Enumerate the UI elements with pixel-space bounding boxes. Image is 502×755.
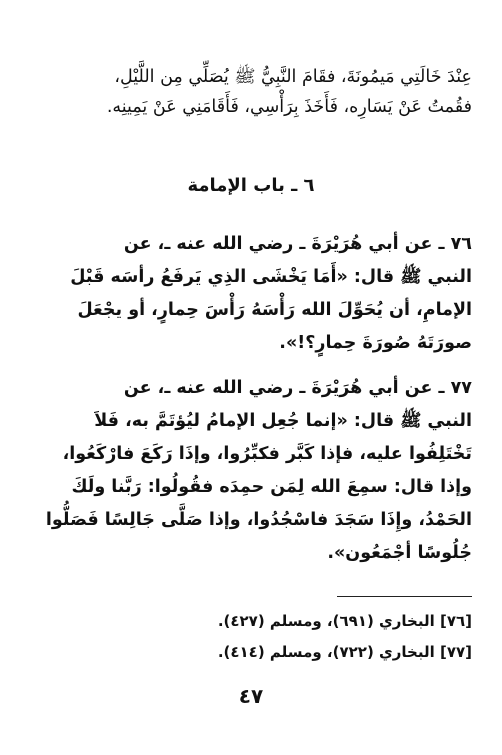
text-line: صورَتَهُ صُورَةَ حِمارٍ؟!». bbox=[279, 333, 472, 353]
text-line: ٧٧ ـ عن أبي هُرَيْرَةَ ـ رضي الله عنه ـ، عن bbox=[123, 378, 472, 398]
text-line: وإذا قال: سمِعَ الله لِمَن حمِدَه فقُولُوا: رَبَّنا ولَكَ bbox=[71, 477, 472, 497]
hadith-77 bbox=[30, 372, 472, 570]
text-line: الإمامِ، أن يُحَوِّلَ الله رَأْسَهُ رَأْسَ حِمارٍ، أو يجْعَلَ bbox=[77, 300, 472, 320]
text-line: ٧٦ ـ عن أبي هُرَيْرَةَ ـ رضي الله عنه ـ، عن bbox=[123, 234, 472, 254]
footnote-divider bbox=[337, 596, 472, 597]
footnote-76: [٧٦] البخاري (٦٩١)، ومسلم (٤٢٧). bbox=[217, 612, 472, 630]
page-number: ٤٧ bbox=[238, 684, 264, 708]
text-line: الحَمْدُ، وإِذَا سَجَدَ فاسْجُدُوا، وإذا صَلَّى جَالِسًا فَصَلُّوا bbox=[45, 510, 472, 530]
paragraph-continuation bbox=[30, 62, 472, 122]
text-line: فقُمتُ عَنْ يَسَارِه، فَأَخَذَ بِرَأْسِي، فَأَقَامَنِي عَنْ يَمِينِه. bbox=[106, 97, 472, 117]
footnote-77: [٧٧] البخاري (٧٢٢)، ومسلم (٤١٤). bbox=[217, 643, 472, 661]
text-line: النبي ﷺ قال: «أَمَا يَخْشَى الذِي يَرفَعُ رأسَه قَبْلَ bbox=[70, 267, 472, 287]
chapter-heading: ٦ ـ باب الإمامة bbox=[187, 175, 315, 196]
text-line: عِنْدَ خَالَتِي مَيمُونَةَ، فقَامَ النَّبِيُّ ﷺ يُصَلِّي مِن اللَّيْلِ، bbox=[114, 67, 472, 87]
text-line: النبي ﷺ قال: «إنما جُعِل الإمامُ ليُؤتَمَّ به، فَلاَ bbox=[94, 411, 472, 431]
text-line: جُلُوسًا أجْمَعُون». bbox=[327, 543, 472, 563]
text-line: تَخْتَلِفُوا عليه، فإذا كَبَّر فكبِّرُوا، وإذَا رَكَعَ فارْكَعُوا، bbox=[62, 444, 472, 464]
hadith-76 bbox=[30, 228, 472, 360]
